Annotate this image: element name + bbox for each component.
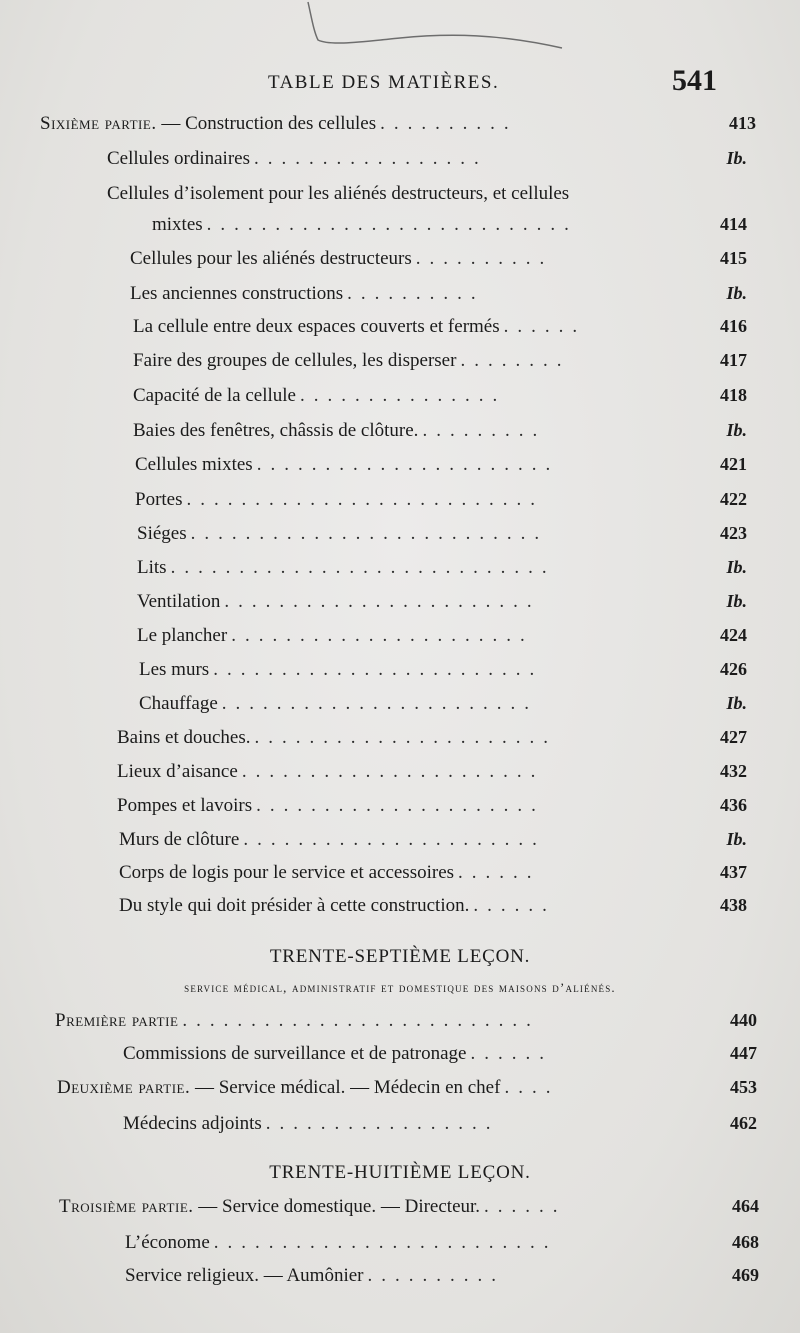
ink-smudge-mark [300, 0, 570, 60]
toc-entry: Les anciennes constructions .......... Ib. [130, 283, 747, 304]
toc-entry: Faire des groupes de cellules, les disperser ........ 417 [133, 350, 747, 371]
toc-entry: Baies des fenêtres, châssis de clôture. ......... Ib. [133, 420, 747, 441]
toc-entry: mixtes ........................... 414 [152, 214, 747, 235]
running-title: TABLE DES MATIÈRES. [268, 72, 500, 93]
toc-entry: Chauffage ....................... Ib. [139, 693, 747, 714]
toc-entry: Cellules d’isolement pour les aliénés destructeurs, et cellules [107, 183, 570, 204]
toc-entry: Les murs ........................ 426 [139, 659, 747, 680]
toc-entry: Le plancher ...................... 424 [137, 625, 747, 646]
lecon-37-title: TRENTE-SEPTIÈME LEÇON. [269, 946, 531, 967]
toc-entry: Corps de logis pour le service et accessoires ...... 437 [119, 862, 747, 883]
toc-entry: Siéges .......................... 423 [137, 523, 747, 544]
toc-entry: Du style qui doit présider à cette construction. ...... 438 [119, 895, 747, 916]
toc-entry: Deuxième partie. — Service médical. — Médecin en chef .... 453 [57, 1077, 757, 1098]
toc-entry: Capacité de la cellule ............... 418 [133, 385, 747, 406]
toc-entry: Lits ............................ Ib. [137, 557, 747, 578]
toc-entry: Sixième partie. — Construction des cellules .......... 413 [40, 113, 756, 134]
lecon-38-title: TRENTE-HUITIÈME LEÇON. [269, 1162, 531, 1183]
toc-entry: Cellules mixtes ...................... 421 [135, 454, 747, 475]
toc-entry: Cellules ordinaires ................. Ib. [107, 148, 747, 169]
toc-entry: Portes .......................... 422 [135, 489, 747, 510]
toc-entry: L’économe ......................... 468 [125, 1232, 759, 1253]
toc-entry: Troisième partie. — Service domestique. — Directeur. ...... 464 [59, 1196, 759, 1217]
page-header [0, 66, 800, 106]
toc-entry: Commissions de surveillance et de patronage ...... 447 [123, 1043, 757, 1064]
toc-entry: Première partie .......................... 440 [55, 1010, 757, 1031]
page-number: 541 [672, 64, 717, 97]
toc-entry: Service religieux. — Aumônier .......... 469 [125, 1265, 759, 1286]
toc-entry: Murs de clôture ...................... Ib. [119, 829, 747, 850]
toc-entry: Lieux d’aisance ...................... 432 [117, 761, 747, 782]
toc-entry: Ventilation ....................... Ib. [137, 591, 747, 612]
toc-entry: Pompes et lavoirs ..................... 436 [117, 795, 747, 816]
toc-entry: Cellules pour les aliénés destructeurs .......... 415 [130, 248, 747, 269]
toc-entry: Médecins adjoints ................. 462 [123, 1113, 757, 1134]
lecon-37-subtitle: service médical, administratif et domestique des maisons d’aliénés. [184, 980, 616, 995]
toc-entry: Bains et douches. ...................... 427 [117, 727, 747, 748]
toc-entry: La cellule entre deux espaces couverts et fermés ...... 416 [133, 316, 747, 337]
